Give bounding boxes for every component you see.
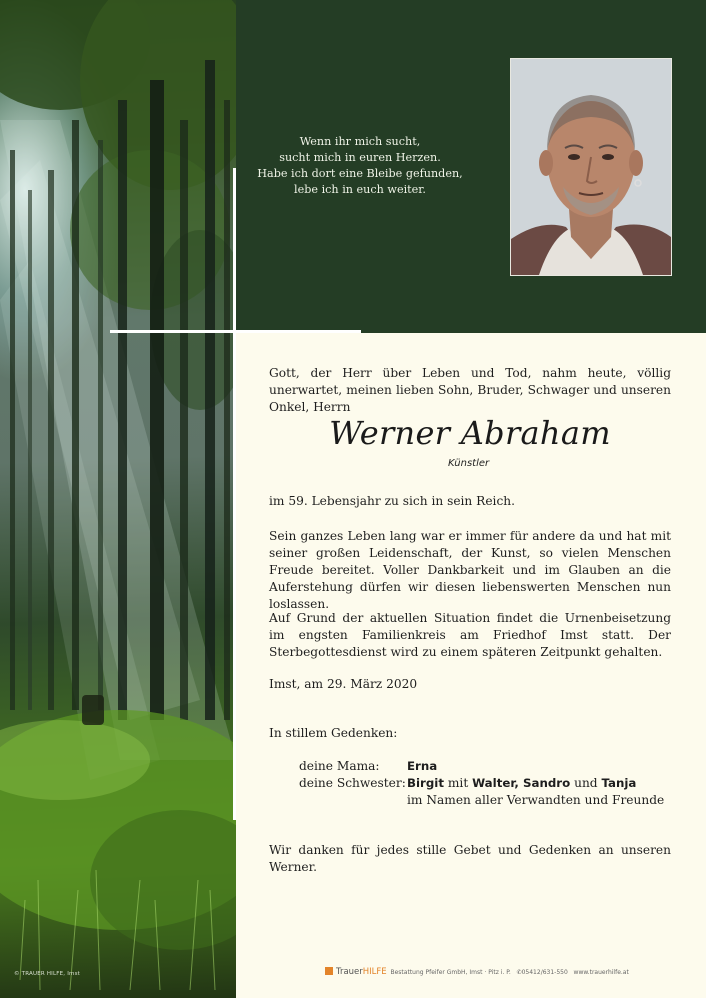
- brand-part-b: HILFE: [362, 967, 387, 977]
- portrait-illustration: [511, 59, 671, 275]
- family-row-mother: [299, 758, 437, 775]
- brand-part-a: Trauer: [336, 967, 363, 977]
- phone-number: 05412/631-550: [521, 969, 568, 976]
- cross-horizontal-bar: [110, 330, 361, 333]
- with-word: mit: [447, 776, 469, 790]
- trauerhilfe-logo-icon: [325, 967, 333, 975]
- sister-label: deine Schwester:: [299, 776, 406, 790]
- relatives-line: im Namen aller Verwandten und Freunde: [407, 793, 665, 807]
- brand-logo: [336, 967, 387, 977]
- portrait-photo: [510, 58, 672, 276]
- poem-line: lebe ich in euch weiter.: [294, 183, 426, 196]
- sister-name: Birgit: [407, 776, 444, 790]
- last-relative-name: Tanja: [601, 776, 637, 790]
- family-row-sister: [299, 775, 636, 792]
- age-line: im 59. Lebensjahr zu sich in sein Reich.: [269, 494, 515, 508]
- and-word: und: [574, 776, 598, 790]
- memorial-poem: [256, 134, 464, 198]
- image-credit: © TRAUER HILFE, Imst: [14, 971, 80, 977]
- phone-icon: ✆: [516, 969, 522, 976]
- intro-text: Gott, der Herr über Leben und Tod, nahm heute, völlig unerwartet, meinen lieben Sohn, Bruder, Schwager und unseren Onkel, Herrn: [269, 366, 671, 414]
- poem-line: Habe ich dort eine Bleibe gefunden,: [257, 167, 463, 180]
- website-link[interactable]: www.trauerhilfe.at: [573, 969, 629, 976]
- poem-line: sucht mich in euren Herzen.: [279, 151, 441, 164]
- cross-vertical-bar: [233, 168, 236, 820]
- forest-illustration: [0, 0, 236, 998]
- place-date: Imst, am 29. März 2020: [269, 677, 418, 691]
- mother-label: deine Mama:: [299, 759, 380, 773]
- deceased-name: Werner Abraham: [329, 414, 611, 452]
- funeral-paragraph: Auf Grund der aktuellen Situation findet die Urnenbeisetzung im engsten Familienkreis am Friedhof Imst statt. Der Sterbegottesdienst wird zu einem späteren Zeitpunkt gehalten.: [269, 611, 671, 659]
- thanks-text: Wir danken für jedes stille Gebet und Gedenken an unseren Werner.: [269, 843, 671, 874]
- remembrance-heading: In stillem Gedenken:: [269, 726, 398, 740]
- forest-background-image: [0, 0, 236, 998]
- footer: [325, 967, 629, 977]
- deceased-profession: Künstler: [448, 458, 490, 469]
- company-name: Bestattung Pfeifer GmbH, Imst · Pitz i. P.: [390, 969, 511, 976]
- life-paragraph: Sein ganzes Leben lang war er immer für andere da und hat mit seiner großen Leidenschaft, der Kunst, so vielen Menschen Freude bereitet. Voller Dankbarkeit und im Glauben an die Auferstehung dürfen wir diesen liebenswerten Menschen nun loslassen.: [269, 529, 671, 611]
- mother-name: Erna: [407, 759, 438, 773]
- relatives-names: Walter, Sandro: [472, 776, 571, 790]
- poem-line: Wenn ihr mich sucht,: [299, 135, 421, 148]
